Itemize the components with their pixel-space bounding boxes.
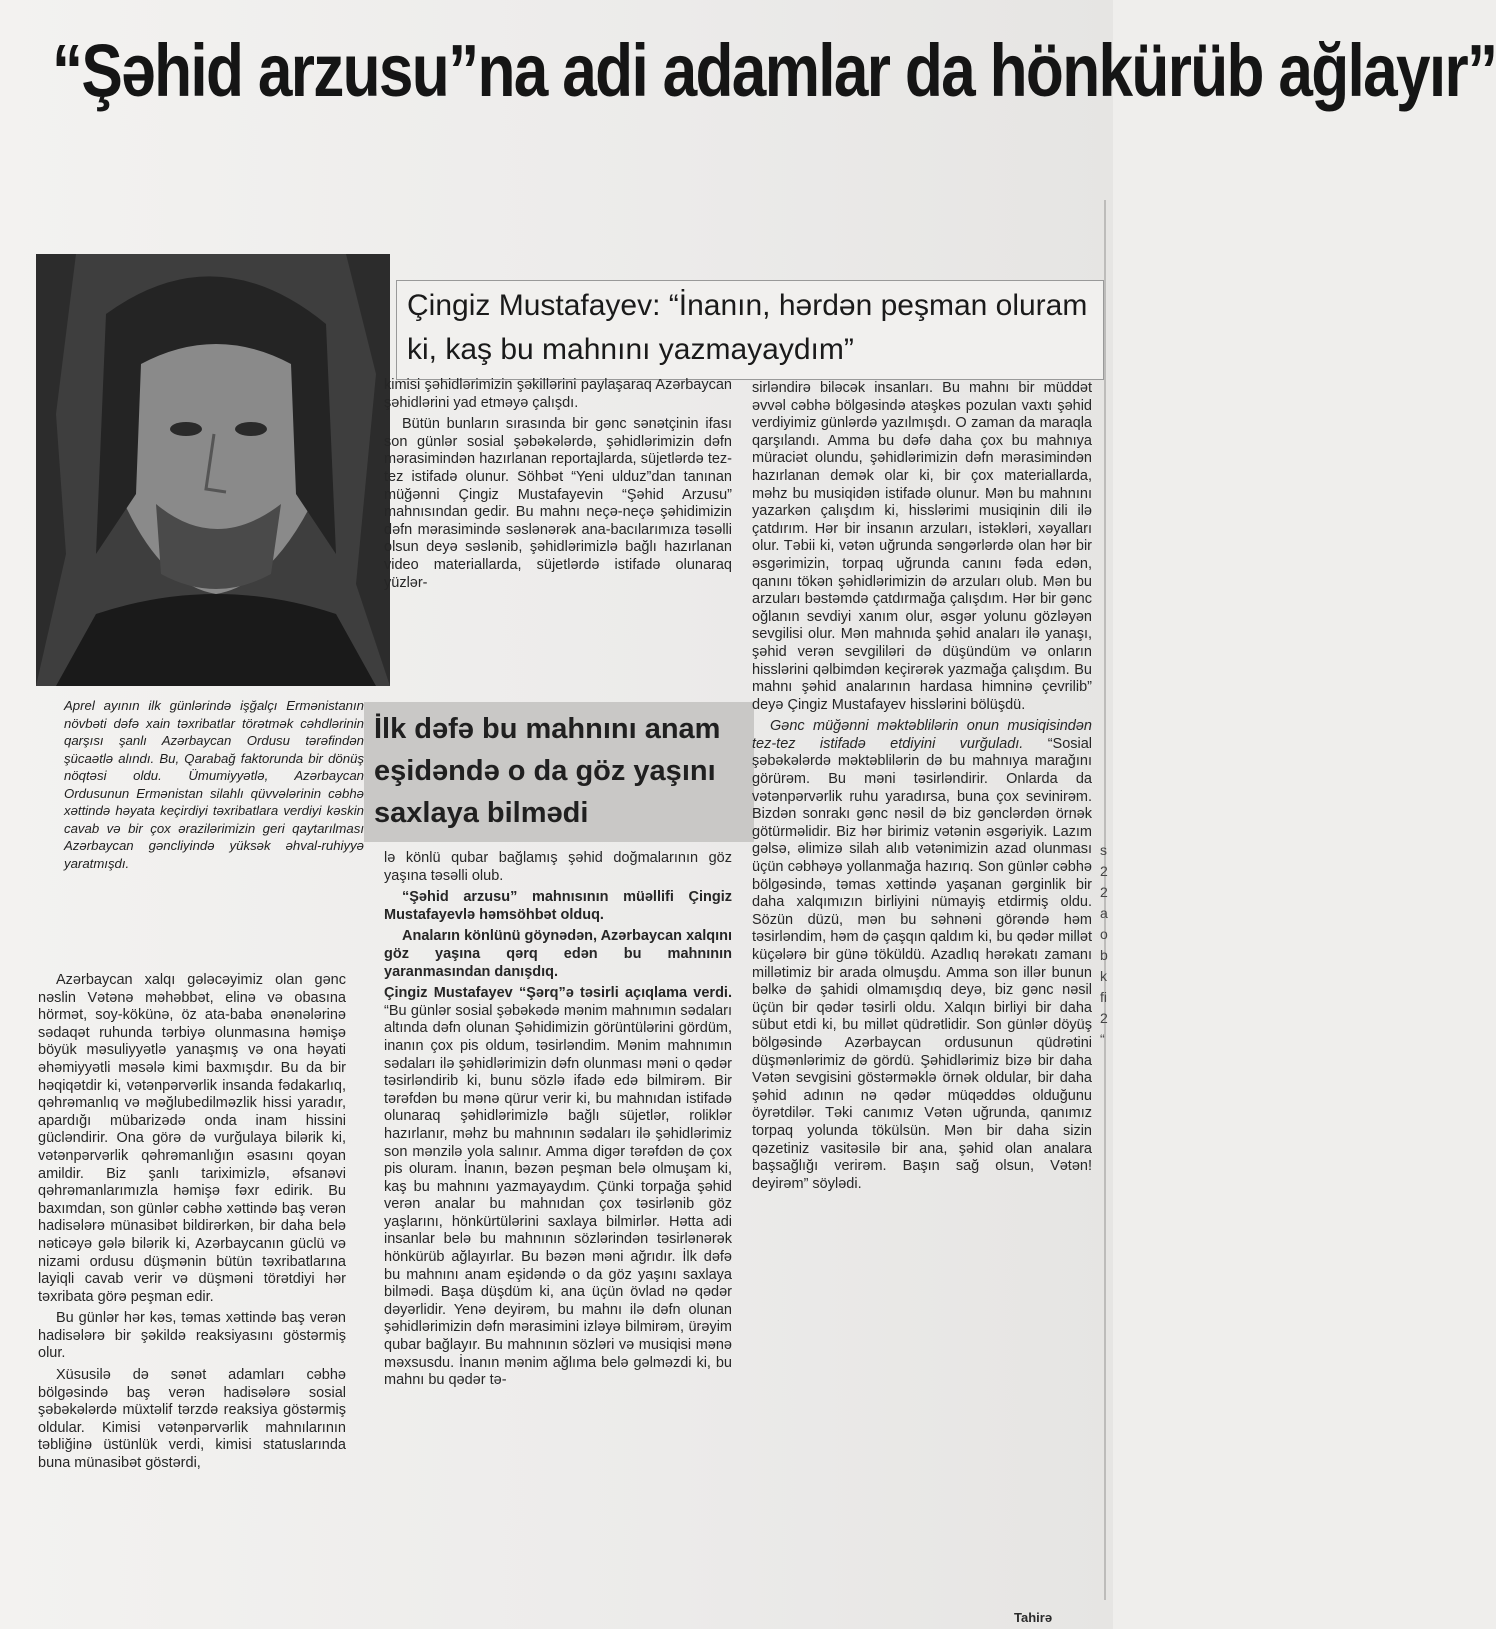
subheadline: Çingiz Mustafayev: “İnanın, hərdən peşman oluram ki, kaş bu mahnını yazmayaydım”	[407, 289, 1088, 366]
singer-photo	[36, 254, 390, 686]
fragment: “	[1100, 1031, 1105, 1047]
fragment: 2	[1100, 863, 1108, 879]
fragment: a	[1100, 905, 1108, 921]
interview-question: Anaların könlünü göynədən, Azərbaycan xalqını göz yaşına qərq edən bu mahnının yaranmasından danışdıq.	[384, 928, 732, 980]
portrait-illustration	[36, 254, 390, 686]
fragment: k	[1100, 968, 1107, 984]
answer-text: “Bu günlər sosial şəbəkədə mənim mahnımın sədaları altında dəfn olunan Şəhidimizin görüntülərini gördüm, inanın çox pis oldum, təsirləndim. Mənim mahnımın sədaları ilə şəhidlərimizin dəfn olunması məni o qədər təsirləndirib ki, bunu sözlə ifadə edə bilmirəm. Bir tərəfdən bu mənə qürur verir ki, bu mahnıdan istifadə olunaraq şəhidlərimizlə bağlı süjetlər, roliklər hazırlanır, məhz bu mahnının sədaları ilə şəhidlərimiz son mənzilə yola salınır. Amma digər tərəfdən də çox pis oluram. İnanın, bəzən peşman belə olmuşam ki, kaş bu mahnını yazmayaydım. Çünki torpağa şəhid verən analar bu mahnıdan çox təsirlənib göz yaşlarını, hönkürtülərini saxlaya bilmirlər. Hətta adi insanlar belə bu mahnının sözlərindən təsirlənərək hönkürüb ağlayırlar. Bu bəzən məni ağrıdır. İlk dəfə bu mahnını anam eşidəndə o da göz yaşını saxlaya bilmədi. Başa düşdüm ki, ana üçün övlad nə qədər dəyərlidir. Yenə deyirəm, bu mahnı ilə dəfn olunan şəhidlərimizin dəfn mərasimini izləyə bilmirəm, ürəyim qubar bağlayır. Bu mahnının sözləri və musiqisi mənə məxsusdu. İnanın mənim ağlıma belə gəlməzdi ki, bu mahnı bu qədər tə-	[384, 1002, 732, 1389]
paragraph: sirləndirə biləcək insanları. Bu mahnı bir müddət əvvəl cəbhə bölgəsində atəşkəs pozulan vaxtı şəhid verdiyimiz günlərdə yazılmışdı. O zaman da maraqla qarşılandı. Amma bu dəfə daha çox bu mahnıya müraciət olundu, şəhidlərimizin dəfn mərasimindən hazırlanan demək olar ki, bir çox materiallarda, məhz bu musiqidən istifadə olunur. Mən bu mahnını yazarkən çalışdım ki, hisslərimi musiqinin dili ilə çatdırım. Hər bir insanın arzuları, istəkləri, xəyalları olur. Təbii ki, vətən uğrunda səngərlərdə olan hər bir əsgərimizin, torpaq uğrunda canını fəda edən, qanını tökən şəhidlərimizin də arzuları olub. Mən bu arzuları bəstəmdə çatdırmağa çalışdım. Hər bir gənc oğlanın sevdiyi xanım olur, əsgər yolunu gözləyən sevgilisi olur. Mən mahnıda şəhid anaları ilə yanaşı, şəhid verən sevgililəri də düşündüm və onların hisslərini qəlbimdən keçirərək yazmağa çalışdım. Bu mahnı şəhid analarının hardasa himninə çevrilib” deyə Çingiz Mustafayev hisslərini bölüşdü.	[752, 380, 1092, 713]
paragraph: Bu günlər hər kəs, təmas xəttində baş verən hadisələrə bir şəkildə reaksiyasını göstərmiş olur.	[38, 1310, 346, 1362]
fragment: fi	[1100, 989, 1107, 1005]
author-signature: Tahirə	[1014, 1610, 1053, 1625]
fragment: 2	[1100, 884, 1108, 900]
italic-remark: Gənc müğənni məktəblilərin onun musiqisindən tez-tez istifadə etdiyini vurğuladı.	[752, 718, 1092, 752]
paragraph: “Sosial şəbəkələrdə məktəblilərin də bu mahnıya marağını görürəm. Bu məni təsirləndirir. Onlarda da vətənpərvərlik ruhu yaradırsa, buna çox sevinirəm. Bizdən sonrakı gənc nəsil də biz gənclərdən örnək götürməlidir. Biz hər birimiz vətənin əsgəriyik. Lazım gəlsə, əlimizə silah alıb vətənimizin azad olunması üçün cəbhəyə yollanmağa hazırıq. Son günlər cəbhə bölgəsində, təmas xəttində yaşanan gərginlik bir daha xalqımızın birliyini nümayiş etdirmiş oldu. Sözün düzü, mən bu səhnəni görəndə həm təsirləndim, həm də çaşqın qaldım ki, bu qədər millət küçələrə bir günə töküldü. Azadlıq hərəkatı zamanı millətimiz bir arada olmuşdu. Amma son illər bunun bəlkə də şahidi olmamışdıq deyə, biz gənc nəsil üçün bir qədər təsirli oldu. Xalqın birliyi bir daha sübut etdi ki, bu millət qüdrətlidir. Son günlər döyüş bölgəsində Azərbaycan ordusunun qüdrətini düşmənlərimiz də gördü. Şəhidlərimiz bizə bir daha Vətən sevgisini göstərməklə örnək oldular, bir daha şəhid adının nə qədər müqəddəs olduğunu öyrətdilər. Təki canımız Vətən uğrunda, qanımız torpaq yolunda tökülsün. Mən bir daha sizin qəzetiniz vasitəsilə bir ana, şəhid olan analara başsağlığı verirəm. Başın sağ olsun, Vətən! deyirəm” söylədi.	[752, 735, 1093, 1192]
paragraph: Bütün bunların sırasında bir gənc sənətçinin ifası son günlər sosial şəbəkələrdə, şəhidlərimizin dəfn mərasimindən hazırlanan reportajlarda, süjetlərdə tez-tez istifadə olunur. Söhbət “Yeni ulduz”dan tanınan müğənni Çingiz Mustafayevin “Şəhid Arzusu” mahnısından gedir. Bu mahnı neçə-neçə şəhidimizin dəfn mərasimində səslənərək ana-bacılarımıza təsəlli olsun deyə səslənib, şəhidlərimizlə bağlı hazırlanan video materiallarda, süjetlərdə istifadə olunaraq yüzlər-	[384, 416, 732, 591]
article-column-2-bottom	[384, 850, 732, 1394]
headline: “Şəhid arzusu”na adi adamlar da hönkürüb ağlayır”	[52, 29, 1496, 112]
paragraph: Azərbaycan xalqı gələcəyimiz olan gənc nəslin Vətənə məhəbbət, elinə və obasına hörmət, soy-kökünə, öz ata-baba ənənələrinə sədaqət ruhunda tərbiyə olunmasına həmişə böyük məsuliyyətlə yanaşmış və ona həyati əhəmiyyətli məsələ kimi baxmışdır. Bu da bir həqiqətdir ki, vətənpərvərlik insanda fədakarlıq, qəhrəmanlıq və məğlubedilməzlik hissi yaradır, apardığı mübarizədə onda inam hissini gücləndirir. Ona görə də vurğulaya bilərik ki, vətənpərvərlik qəhrəmanlığın əsasını qoyan amildir. Biz şanlı tariximizlə, əfsanəvi qəhrəmanlarımızla həmişə fəxr edirik. Bu baxımdan, son günlər cəbhə xəttində baş verən hadisələrə münasibət bildirərkən, bir daha belə nəticəyə gələ bilərik ki, Azərbaycanın güclü və nizami ordusu düşmənin bütün təxribatlarına layiqli cavab verir və düşməni törətdiyi hər təxribata görə peşman edir.	[38, 972, 346, 1305]
paragraph: lə könlü qubar bağlamış şəhid doğmalarının göz yaşına təsəlli olub.	[384, 850, 732, 884]
fragment: b	[1100, 947, 1108, 963]
answer-lead: Çingiz Mustafayev “Şərq”ə təsirli açıqlama verdi.	[384, 985, 732, 1002]
paragraph: kimisi şəhidlərimizin şəkillərini paylaşaraq Azərbaycan şəhidlərini yad etməyə çalışdı.	[384, 377, 732, 411]
article-column-2-top	[384, 377, 732, 596]
pull-quote: İlk dəfə bu mahnını anam eşidəndə o da göz yaşını saxlaya bilmədi	[374, 713, 721, 829]
article-column-1	[38, 972, 346, 1477]
fragment: o	[1100, 926, 1108, 942]
article-column-3	[752, 380, 1092, 1197]
fragment: s	[1100, 842, 1107, 858]
photo-caption: Aprel ayının ilk günlərində işğalçı Ermənistanın növbəti dəfə xain təxribatlar törətmək cəhdlərinin qarşısı şanlı Azərbaycan Ordusu tərəfindən şücaətlə alındı. Bu, Qarabağ faktorunda bir dönüş nöqtəsi oldu. Ümumiyyətlə, Azərbaycan Ordusunun Ermənistan silahlı qüvvələrinin cəbhə xəttində həyata keçirdiyi təxribatlara verdiyi kəskin cavab və bir çox ərazilərimizin geri qaytarılması Azərbaycan gəncliyində yüksək əhval-ruhiyyə yaratmışdı.	[64, 698, 364, 871]
fragment: 2	[1100, 1010, 1108, 1026]
interview-intro: “Şəhid arzusu” mahnısının müəllifi Çingiz Mustafayevlə həmsöhbət olduq.	[384, 889, 732, 923]
paragraph: Xüsusilə də sənət adamları cəbhə bölgəsində baş verən hadisələrə sosial şəbəkələrdə müxtəlif tərzdə reaksiya göstərmiş oldular. Kimisi vətənpərvərlik mahnılarının təbliğinə üstünlük verdi, kimisi statuslarında buna münasibət göstərdi,	[38, 1367, 346, 1472]
adjacent-article-fragment	[1100, 840, 1113, 1050]
